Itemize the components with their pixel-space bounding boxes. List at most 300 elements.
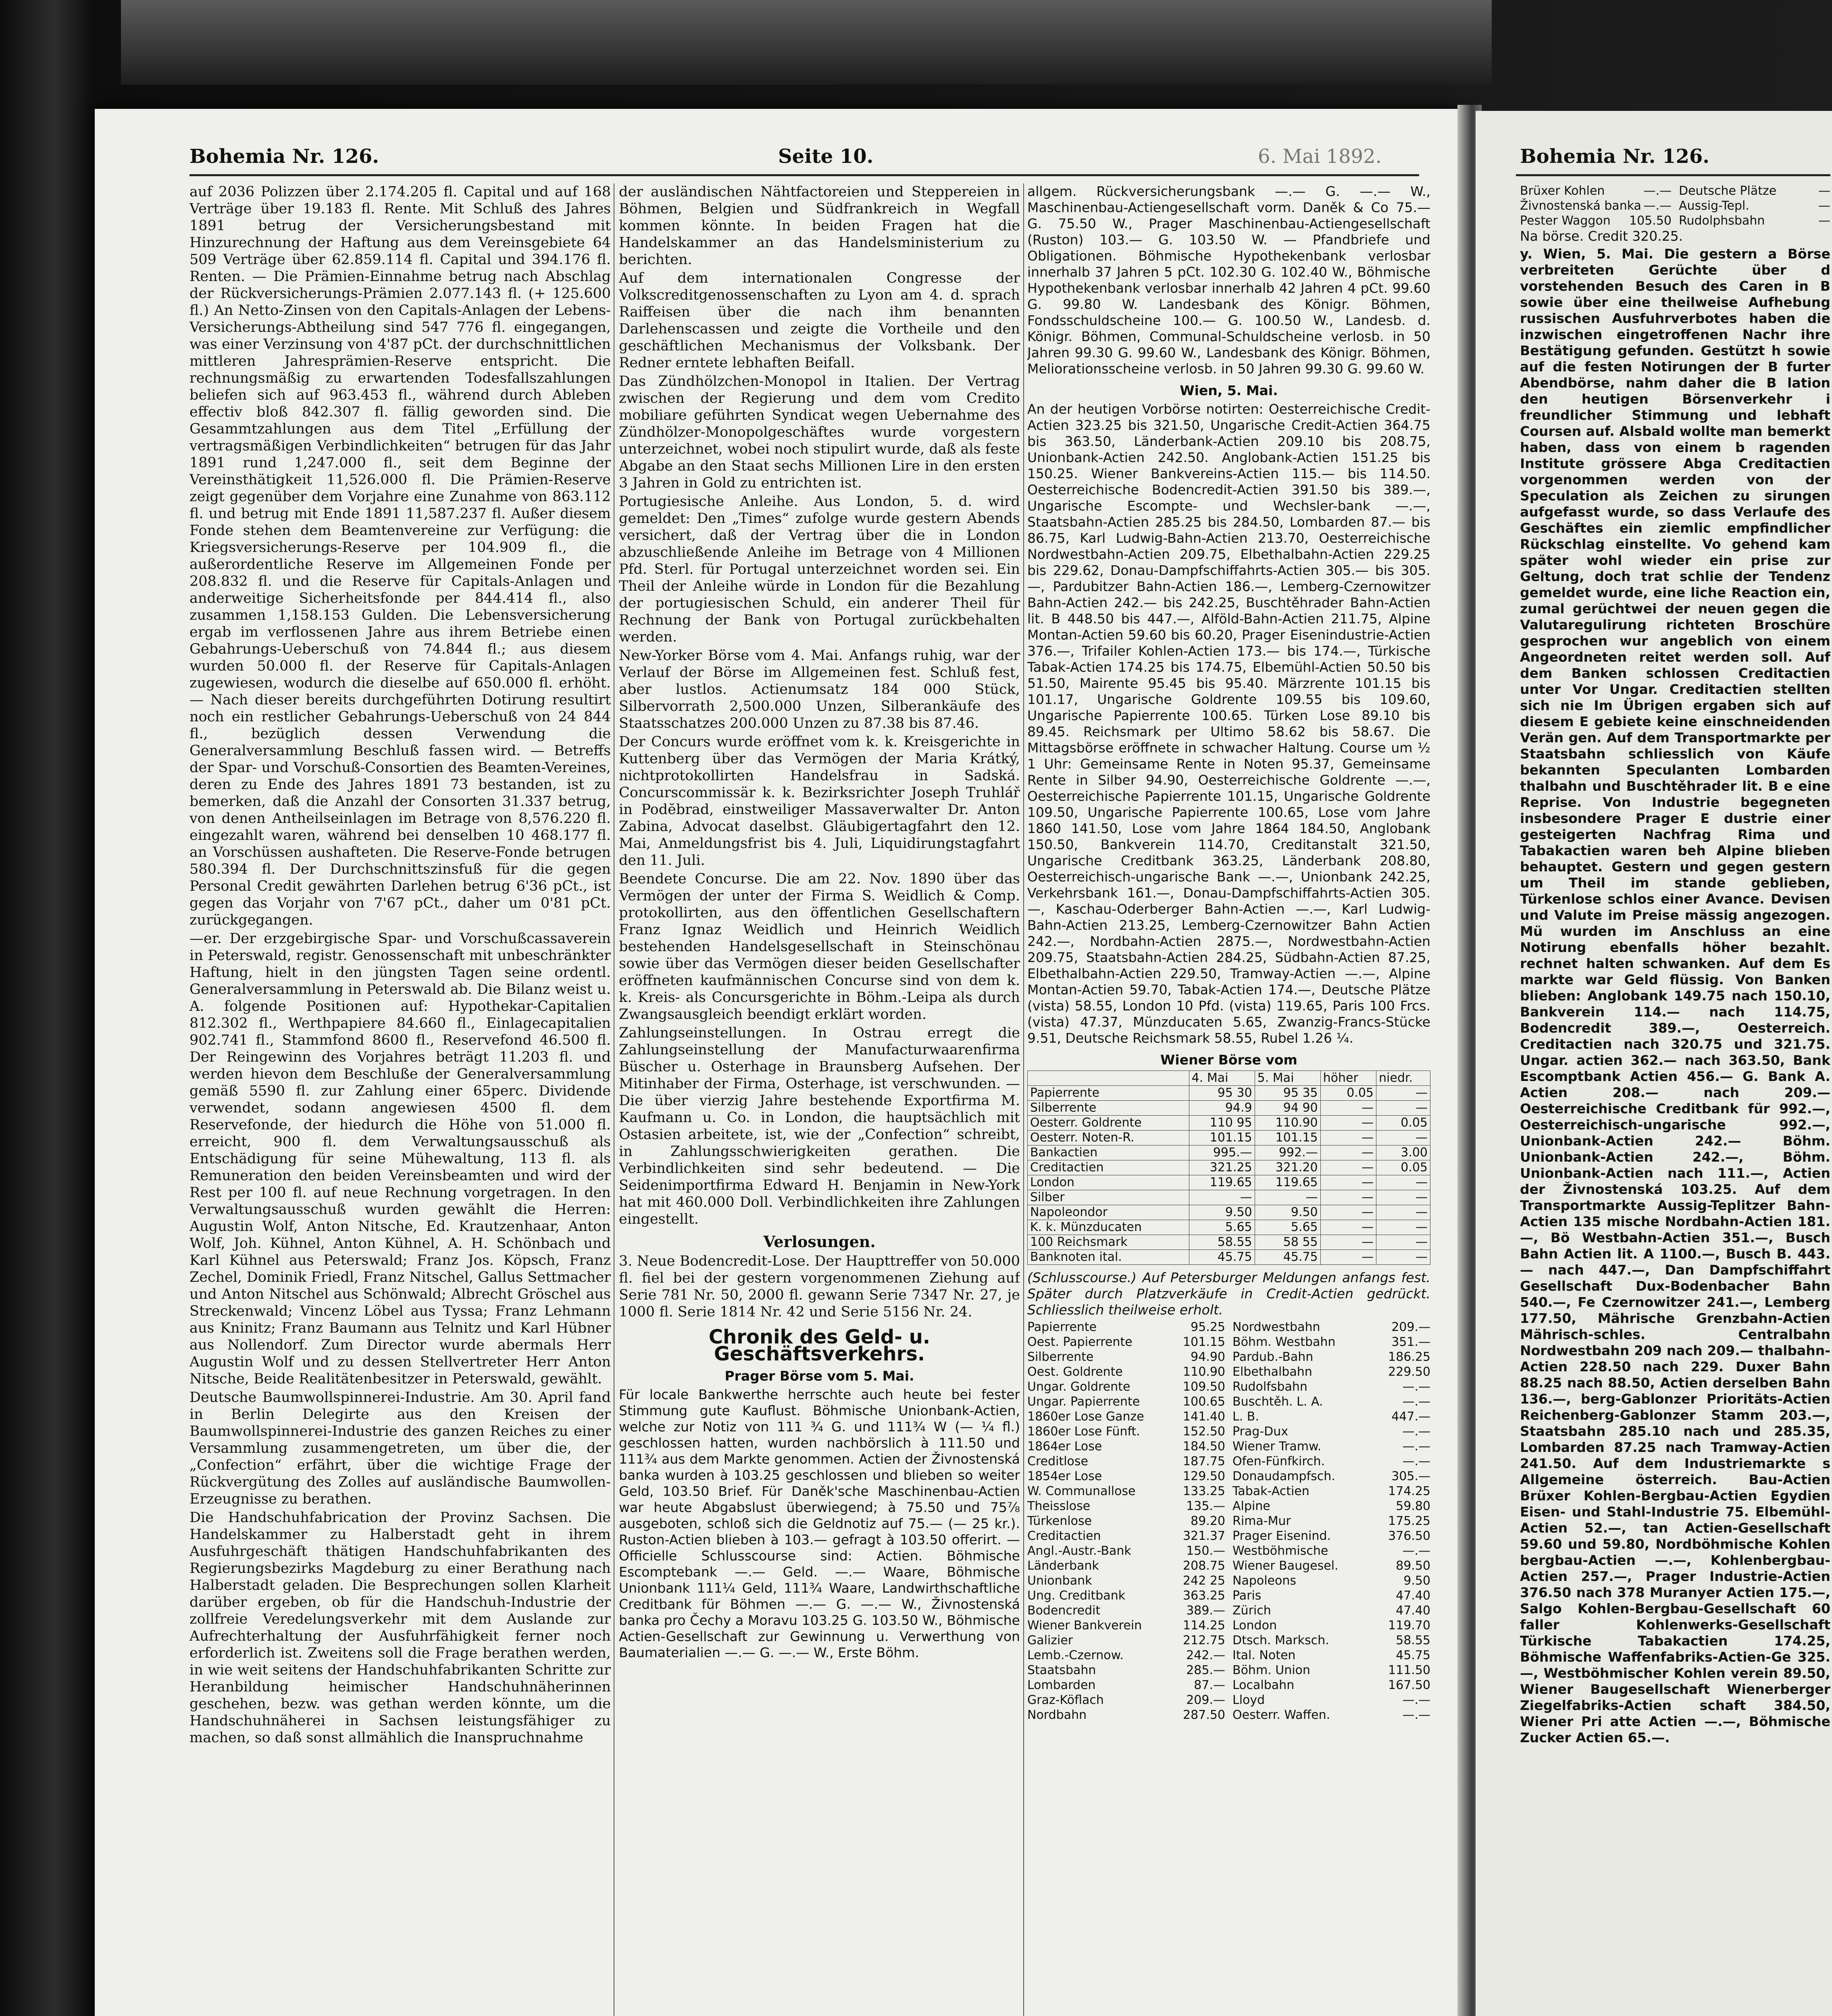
security-price: 119.70 xyxy=(1388,1618,1430,1633)
table-cell: 119.65 xyxy=(1189,1175,1255,1190)
security-price: 58.55 xyxy=(1396,1633,1430,1647)
column-divider xyxy=(1023,183,1024,2016)
price-entry xyxy=(1027,1320,1225,1335)
price-row xyxy=(1027,1633,1430,1648)
price-entry xyxy=(1520,213,1672,228)
price-row xyxy=(1520,183,1830,198)
article-paragraph: Beendete Concurse. Die am 22. Nov. 1890 über das Vermögen der unter der Firma S. Weidlich & Comp. protokollirten, aus den öffentlichen Gesellschaftern Franz Ignaz Weidlich und Heinrich Weidlich bestehenden Handelsgesellschaft in Steinschönau sowie über das Vermögen dieser beiden Gesellschafter eröffneten kaufmännischen Concurse sind von dem k. k. Kreis- als Concursgerichte in Böhm.-Leipa als durch Zwangsausgleich beendigt erklärt worden. xyxy=(619,871,1020,1023)
price-row xyxy=(1027,1364,1430,1379)
article-paragraph: auf 2036 Polizzen über 2.174.205 fl. Capital und auf 168 Verträge über 19.183 fl. Rente. Mit Schluß des Jahres 1891 betrug der Versicherungsbestand mit Hinzurechnung der Haftung aus dem Vereinsgebiete 64 509 Verträge über 62.859.114 fl. Capital und 394.176 fl. Renten. — Die Prämien-Einnahme betrug nach Abschlag der Rückversicherungs-Prämien 2.077.143 fl. (+ 125.600 fl.) An Netto-Zinsen von den Capitals-Anlagen der Lebens-Versicherungs-Abtheilung sind 547 776 fl. eingegangen, was einer Verzinsung von 4'87 pCt. der durchschnittlichen mittleren Jahresprämien-Reserve entspricht. Die rechnungsmäßig zu erwartenden Todesfallszahlungen beliefen sich auf 963.453 fl., während durch Ableben effectiv bloß 842.307 fl. fällig geworden sind. Die Gesammtzahlungen aus dem Titel „Erfüllung der vertragsmäßigen Verbindlichkeiten“ betrugen für das Jahr 1891 rund 1,247.000 fl., seit dem Beginne der Vereinsthätigkeit 11,526.000 fl. Die Prämien-Reserve zeigt gegenüber dem Vorjahre eine Zunahme von 863.112 fl. und betrug mit Ende 1891 11,587.237 fl. Außer diesem Fonde stehen dem Beamtenvereine zur Verfügung: die Kriegsversicherungs-Reserve per 104.909 fl., die außerordentliche Reserve im Allgemeinen Fonde per 208.832 fl. und die Reserve für Capitals-Anlagen und anderweitige Sicherheitsfonde per 844.414 fl., also zusammen 1,158.153 Gulden. Die Lebensversicherung ergab im verflossenen Jahre aus ihrem Betriebe einen Gebahrungs-Ueberschuß von 74.844 fl.; aus diesem wurden 50.000 fl. der Reserve für Capitals-Anlagen zugewiesen, wodurch die dieselbe auf 650.000 fl. erhöht. — Nach dieser bereits durchgeführten Dotirung resultirt noch ein restlicher Gebahrungs-Ueberschuß von 24 844 fl., bezüglich dessen Verwendung die Generalversammlung Beschluß fassen wird. — Betreffs der Spar- und Vorschuß-Consortien des Beamten-Vereines, deren zu Ende des Jahres 1891 73 bestanden, ist zu bemerken, daß die Anzahl der Consorten 31.337 betrug, von denen Antheilseinlagen im Betrage von 8,576.220 fl. eingezahlt waren, während bei denselben 10 468.177 fl. an Vorschüssen aushafteten. Die Reserve-Fonde betrugen 580.394 fl. Der Durchschnittszinsfuß für die gegen Personal Credit gewährten Darlehen betrug 6'36 pCt., ist gegen das Vorjahr von 7'67 pCt., daher um 0'81 pCt. zurückgegangen. xyxy=(189,184,611,928)
security-price: 94.90 xyxy=(1191,1350,1225,1364)
price-entry xyxy=(1679,213,1830,228)
table-cell: 995.— xyxy=(1189,1145,1255,1160)
price-entry xyxy=(1232,1335,1430,1350)
table-cell: K. k. Münzducaten xyxy=(1028,1220,1189,1235)
price-entry xyxy=(1232,1394,1430,1409)
market-report: Für locale Bankwerthe herrschte auch heute bei fester Stimmung gute Kauflust. Böhmische Unionbank-Actien, welche zur Notiz von 111 ¾ G. und 111¾ W (— ¼ fl.) geschlossen hatten, wurden nachbörslich à 111.50 und 111¾ aus dem Markte genommen. Actien der Živnostenská banka wurden à 103.25 geschlossen und blieben so weiter Geld, 103.50 Brief. Für Daněk'sche Maschinenbau-Actien war heute Abgabslust überwiegend; à 75.50 und 75⅞ ausgeboten, schloß sich die Geldnotiz auf 75.— (— 25 kr.). Ruston-Actien blieben à 103.— gefragt à 103.50 offerirt. — Officielle Schlusscourse sind: Actien. Böhmische Escomptebank —.— Geld. —.— Waare, Böhmische Unionbank 111¼ Geld, 111¾ Waare, Landwirthschaftliche Creditbank für Böhmen —.— G. —.— W., Živnostenská banka pro Čechy a Moravu 103.25 G. 103.50 W., Böhmische Actien-Gesellschaft zur Gewinnung u. Verwerthung von Baumaterialien —.— G. —.— W., Erste Böhm. xyxy=(619,1387,1020,1660)
table-row xyxy=(1028,1086,1430,1101)
article-paragraph: —er. Der erzgebirgische Spar- und Vorschußcassaverein in Peterswald, registr. Genossenschaft mit unbeschränkter Haftung, hielt in den jüngsten Tagen seine ordentl. Generalversammlung in Peterswald ab. Die Bilanz weist u. A. folgende Positionen auf: Hypothekar-Capitalien 812.302 fl., Werthpapiere 84.660 fl., Einlagecapitalien 902.741 fl., Stammfond 8600 fl., Reservefond 46.500 fl. Der Reingewinn des Vorjahres beträgt 11.203 fl. und werden hievon dem Beschluße der Generalversammlung gemäß 5590 fl. zur Zahlung einer 65perc. Dividende verwendet, sodann angewiesen 4500 fl. dem Reservefonde, der hiedurch die Höhe von 51.000 fl. erreicht, 900 fl. dem Verwaltungsausschuß als Entschädigung für seine Mühewaltung, 113 fl. als Remuneration den beiden Vereinsbeamten und wird der Rest per 100 fl. auf neue Rechnung vorgetragen. In den Verwaltungsausschuß wurden gewählt die Herren: Augustin Wolf, Anton Nitsche, Ed. Krautzenhaar, Anton Wolf, Joh. Kühnel, Anton Kühnel, A. H. Schönbach und Karl Kühnel aus Peterswald; Franz Jos. Köpsch, Franz Zechel, Dominik Friedl, Franz Nitschel, Gallus Settmacher und Anton Nitschel aus Schönwald; Albrecht Gröschel aus Streckenwald; Vincenz Löbel aus Tyssa; Franz Lehmann aus Kninitz; Franz Baumann aus Telnitz und Karl Hübner aus Nollendorf. Zum Director wurde abermals Herr Augustin Wolf und zu dessen Stellvertreter Herr Anton Nitsche, Beide Realitätenbesitzer in Peterswald, gewählt. xyxy=(189,931,611,1387)
table-cell: 321.20 xyxy=(1255,1160,1320,1175)
security-price: 447.— xyxy=(1391,1410,1430,1424)
table-row xyxy=(1028,1235,1430,1250)
table-row xyxy=(1028,1101,1430,1116)
price-entry xyxy=(1232,1678,1430,1693)
price-entry xyxy=(1027,1693,1225,1708)
security-price: 287.50 xyxy=(1183,1708,1225,1722)
closing-prices-list xyxy=(1520,183,1830,228)
security-name: Böhm. Union xyxy=(1232,1663,1310,1677)
table-header-cell: 4. Mai xyxy=(1189,1071,1255,1086)
security-name: Ital. Noten xyxy=(1232,1648,1296,1662)
table-cell: 321.25 xyxy=(1189,1160,1255,1175)
price-row xyxy=(1027,1379,1430,1394)
price-entry xyxy=(1027,1424,1225,1439)
price-entry xyxy=(1232,1439,1430,1454)
price-entry xyxy=(1232,1618,1430,1633)
price-entry xyxy=(1232,1603,1430,1618)
price-entry xyxy=(1232,1648,1430,1663)
security-price: —.— xyxy=(1402,1693,1430,1707)
security-price: —.— xyxy=(1402,1425,1430,1439)
security-price: 47.40 xyxy=(1396,1589,1430,1603)
security-price: 376.50 xyxy=(1388,1529,1430,1543)
column-3 xyxy=(1027,183,1430,2016)
table-cell: 5.65 xyxy=(1255,1220,1320,1235)
market-report: allgem. Rückversicherungsbank —.— G. —.— W., Maschinenbau-Actiengesellschaft vorm. Daněk & Co 75.— G. 75.50 W., Prager Maschinenbau-Actiengesellschaft (Ruston) 103.— G. 103.50 W. — Pfandbriefe und Obligationen. Böhmische Hypothekenbank verlosbar innerhalb 37 Jahren 5 pCt. 102.30 G. 102.40 W., Böhmische Hypothekenbank verlosbar innerhalb 42 Jahren 4 pCt. 99.60 G. 99.80 W. Landesbank des Königr. Böhmen, Fondsschuldscheine 100.— G. 100.50 W., Landesb. d. Königr. Böhmen, Communal-Schuldscheine verlosb. in 50 Jahren 99.30 G. 99.60 W., Landesbank des Königr. Böhmen, Meliorationsscheine verlosb. in 50 Jahren 99.30 G. 99.60 W. xyxy=(1027,183,1430,377)
table-cell: 0.05 xyxy=(1376,1116,1430,1131)
table-cell: — xyxy=(1376,1086,1430,1101)
issue-date: 6. Mai 1892. xyxy=(1258,145,1382,168)
column-1 xyxy=(189,183,611,2016)
closing-note: (Schlusscourse.) Auf Petersburger Meldungen anfangs fest. Später durch Platzverkäufe in Credit-Actien gedrückt. Schliesslich theilweise erholt. xyxy=(1027,1270,1430,1318)
price-entry xyxy=(1027,1588,1225,1603)
price-row xyxy=(1027,1439,1430,1454)
table-title: Wiener Börse vom xyxy=(1160,1052,1297,1068)
table-cell: — xyxy=(1320,1116,1376,1131)
table-cell: — xyxy=(1376,1235,1430,1250)
table-cell: — xyxy=(1376,1131,1430,1145)
security-price: 175.25 xyxy=(1388,1514,1430,1528)
price-entry xyxy=(1232,1350,1430,1364)
security-name: Dtsch. Marksch. xyxy=(1232,1633,1329,1647)
price-entry xyxy=(1232,1514,1430,1529)
table-header-cell xyxy=(1028,1071,1189,1086)
price-row xyxy=(1027,1648,1430,1663)
table-body xyxy=(1028,1086,1430,1265)
price-entry xyxy=(1027,1394,1225,1409)
security-name: Ungar. Papierrente xyxy=(1027,1395,1140,1409)
security-name: 1860er Lose Fünft. xyxy=(1027,1425,1140,1439)
security-price: —.— xyxy=(1402,1380,1430,1394)
price-entry xyxy=(1232,1693,1430,1708)
security-price: 141.40 xyxy=(1183,1410,1225,1424)
table-cell: — xyxy=(1320,1175,1376,1190)
security-price: 114.25 xyxy=(1183,1618,1225,1633)
table-cell: 9.50 xyxy=(1189,1205,1255,1220)
security-price: 186.25 xyxy=(1388,1350,1430,1364)
security-name: Zürich xyxy=(1232,1604,1271,1618)
price-entry xyxy=(1027,1469,1225,1484)
security-name: Westböhmische xyxy=(1232,1544,1328,1558)
table-row xyxy=(1028,1190,1430,1205)
price-entry xyxy=(1232,1543,1430,1558)
price-entry xyxy=(1232,1529,1430,1543)
price-entry xyxy=(1679,183,1830,198)
security-price: 209.— xyxy=(1186,1693,1225,1707)
table-cell: 58.55 xyxy=(1189,1235,1255,1250)
security-price: 101.15 xyxy=(1183,1335,1225,1349)
article-paragraph: Die Handschuhfabrication der Provinz Sachsen. Die Handelskammer zu Halberstadt geht in ihrem Ausfuhrgeschäft thätigen Handschuhfabrikanten des Regierungsbezirks Magdeburg zu einer Berathung nach Halberstadt geladen. Die Besprechungen sollen Klarheit darüber ergeben, ob für die Handschuh-Industrie der zollfreie Veredelungsverkehr mit dem Auslande zur Aufrechterhaltung der Ausfuhrfähigkeit ferner noch erforderlich ist. Zweitens soll die Frage berathen werden, in wie weit seitens der Handschuhfabrikanten Schritte zur Heranbildung heimischer Handschuhnäherinnen geschehen, bezw. was gethan werden könnte, um die Handschuhnäherei in Sachsen leistungsfähiger zu machen, so daß sonst allmählich die Inanspruchnahme xyxy=(189,1510,611,1746)
security-name: Prag-Dux xyxy=(1232,1425,1289,1439)
scanner-shadow xyxy=(121,0,1492,85)
security-price: — xyxy=(1818,214,1830,228)
table-row xyxy=(1028,1175,1430,1190)
table-cell: 45.75 xyxy=(1189,1250,1255,1265)
price-entry xyxy=(1232,1588,1430,1603)
security-name: Aussig-Tepl. xyxy=(1679,199,1749,213)
price-entry xyxy=(1232,1409,1430,1424)
security-name: Tabak-Actien xyxy=(1232,1484,1309,1498)
security-name: Wiener Bankverein xyxy=(1027,1618,1142,1633)
security-name: Silberrente xyxy=(1027,1350,1094,1364)
table-cell: 100 Reichsmark xyxy=(1028,1235,1189,1250)
article-paragraph: Der Concurs wurde eröffnet vom k. k. Kreisgerichte in Kuttenberg über das Vermögen der Maria Krátký, nichtprotokollirten Handelsfrau in Sadská. Concurscommissär k. k. Bezirksrichter Joseph Truhlář in Podĕbrad, einstweiliger Massaverwalter Dr. Anton Zabina, Advocat daselbst. Gläubigertagfahrt den 12. Mai, Anmeldungsfrist bis 4. Juli, Liquidirungstagfahrt den 11. Juli. xyxy=(619,734,1020,868)
price-entry xyxy=(1232,1320,1430,1335)
price-row xyxy=(1027,1335,1430,1350)
price-entry xyxy=(1027,1514,1225,1529)
next-page-header-rule xyxy=(1516,174,1830,176)
security-price: — xyxy=(1818,199,1830,213)
security-name: Elbethalbahn xyxy=(1232,1365,1312,1379)
table-cell: Creditactien xyxy=(1028,1160,1189,1175)
security-name: W. Communallose xyxy=(1027,1484,1136,1498)
table-cell: 110 95 xyxy=(1189,1116,1255,1131)
security-name: Ung. Creditbank xyxy=(1027,1589,1126,1603)
security-name: Galizier xyxy=(1027,1633,1073,1647)
table-cell: — xyxy=(1376,1175,1430,1190)
table-cell: 45.75 xyxy=(1255,1250,1320,1265)
header-rule xyxy=(189,174,1419,176)
table-cell: 119.65 xyxy=(1255,1175,1320,1190)
security-name: Lemb.-Czernow. xyxy=(1027,1648,1124,1662)
table-row xyxy=(1028,1250,1430,1265)
table-cell: Bankactien xyxy=(1028,1145,1189,1160)
price-entry xyxy=(1232,1424,1430,1439)
security-name: Pardub.-Bahn xyxy=(1232,1350,1314,1364)
security-name: Angl.-Austr.-Bank xyxy=(1027,1544,1131,1558)
price-entry xyxy=(1520,183,1672,198)
security-price: —.— xyxy=(1402,1395,1430,1409)
security-price: 212.75 xyxy=(1183,1633,1225,1647)
security-price: 105.50 xyxy=(1629,214,1672,228)
security-name: Živnostenská banka xyxy=(1520,199,1641,213)
security-price: 135.— xyxy=(1186,1499,1225,1513)
table-row xyxy=(1028,1116,1430,1131)
security-name: Rima-Mur xyxy=(1232,1514,1291,1528)
security-name: Staatsbahn xyxy=(1027,1663,1096,1677)
table-cell: 95 30 xyxy=(1189,1086,1255,1101)
price-entry xyxy=(1232,1364,1430,1379)
security-price: 242.— xyxy=(1186,1648,1225,1662)
table-row xyxy=(1028,1205,1430,1220)
price-row xyxy=(1027,1424,1430,1439)
table-cell: Napoleondor xyxy=(1028,1205,1189,1220)
subheading-wien: Wien, 5. Mai. xyxy=(1180,383,1278,398)
price-row xyxy=(1027,1678,1430,1693)
security-name: Napoleons xyxy=(1232,1574,1297,1588)
security-price: 109.50 xyxy=(1183,1380,1225,1394)
table-header-row xyxy=(1028,1071,1430,1086)
price-row xyxy=(1027,1558,1430,1573)
security-name: Theisslose xyxy=(1027,1499,1091,1513)
article-paragraph: New-Yorker Börse vom 4. Mai. Anfangs ruhig, war der Verlauf der Börse im Allgemeinen fest. Schluß fest, aber lustlos. Actienumsatz 184 000 Stück, Silbervorrath 2,500.000 Unzen, Silberankäufe des Staatsschatzes 200.000 Unzen zu 87.38 bis 87.46. xyxy=(619,648,1020,731)
price-row xyxy=(1027,1320,1430,1335)
security-name: Creditlose xyxy=(1027,1454,1088,1468)
price-entry xyxy=(1027,1678,1225,1693)
security-price: 89.20 xyxy=(1191,1514,1225,1528)
security-name: Böhm. Westbahn xyxy=(1232,1335,1336,1349)
table-cell: 992.— xyxy=(1255,1145,1320,1160)
price-entry xyxy=(1027,1558,1225,1573)
security-price: 152.50 xyxy=(1183,1425,1225,1439)
price-entry xyxy=(1232,1558,1430,1573)
table-cell: — xyxy=(1376,1205,1430,1220)
price-row xyxy=(1027,1409,1430,1424)
price-entry xyxy=(1027,1439,1225,1454)
price-entry xyxy=(1027,1708,1225,1722)
table-cell: 9.50 xyxy=(1255,1205,1320,1220)
price-entry xyxy=(1027,1350,1225,1364)
table-cell: — xyxy=(1189,1190,1255,1205)
next-page-running-head: Bohemia Nr. 126. xyxy=(1520,145,1709,168)
table-row xyxy=(1028,1131,1430,1145)
price-entry xyxy=(1027,1573,1225,1588)
table-cell: Oesterr. Goldrente xyxy=(1028,1116,1189,1131)
security-price: —.— xyxy=(1402,1454,1430,1468)
price-entry xyxy=(1232,1379,1430,1394)
security-name: London xyxy=(1232,1618,1277,1633)
price-entry xyxy=(1027,1633,1225,1648)
table-cell: 5.65 xyxy=(1189,1220,1255,1235)
security-price: 59.80 xyxy=(1396,1499,1430,1513)
security-name: 1860er Lose Ganze xyxy=(1027,1410,1144,1424)
table-header-cell: 5. Mai xyxy=(1255,1071,1320,1086)
article-paragraph: der ausländischen Nähtfactoreien und Steppereien in Böhmen, Belgien und Südfrankreich in Wegfall kommen könnte. In beiden Fragen hat die Handelskammer an das Handelsministerium zu berichten. xyxy=(619,184,1020,268)
price-entry xyxy=(1232,1469,1430,1484)
security-price: 184.50 xyxy=(1183,1439,1225,1454)
security-name: Wiener Baugesel. xyxy=(1232,1559,1339,1573)
security-name: 1854er Lose xyxy=(1027,1469,1102,1483)
security-name: Nordwestbahn xyxy=(1232,1320,1320,1334)
security-price: 111.50 xyxy=(1388,1663,1430,1677)
price-entry xyxy=(1232,1708,1430,1722)
price-row xyxy=(1027,1708,1430,1722)
security-name: Länderbank xyxy=(1027,1559,1099,1573)
market-report: An der heutigen Vorbörse notirten: Oesterreichische Credit-Actien 323.25 bis 321.50, Ungarische Credit-Actien 364.75 bis 363.50, Länderbank-Actien 209.10 bis 208.75, Unionbank-Actien 242.50. Anglobank-Actien 151.25 bis 150.25. Wiener Bankvereins-Actien 115.— bis 114.50. Oesterreichische Bodencredit-Actien 391.50 bis 389.—, Ungarische Escompte- und Wechsler-bank —.—, Staatsbahn-Actien 285.25 bis 284.50, Lombarden 87.— bis 86.75, Karl Ludwig-Bahn-Actien 213.70, Oesterreichische Nordwestbahn-Actien 209.75, Elbethalbahn-Actien 229.25 bis 229.62, Donau-Dampfschiffahrts-Actien 305.— bis 305.—, Pardubitzer Bahn-Actien 186.—, Lemberg-Czernowitzer Bahn-Actien 242.— bis 242.25, Buschtěhrader Bahn-Actien lit. B 448.50 bis 447.—, Alföld-Bahn-Actien 211.75, Alpine Montan-Actien 59.60 bis 60.20, Prager Eisenindustrie-Actien 376.—, Trifailer Kohlen-Actien 173.— bis 174.—, Türkische Tabak-Actien 174.25 bis 174.75, Elbemühl-Actien 50.50 bis 51.50, Mairente 95.45 bis 95.40. Märzrente 101.15 bis 101.17, Ungarische Goldrente 109.55 bis 109.60, Ungarische Papierrente 100.65. Türken Lose 89.10 bis 89.45. Reichsmark per Ultimo 58.62 bis 58.67. Die Mittagsbörse eröffnete in schwacher Haltung. Course um ½ 1 Uhr: Gemeinsame Rente in Noten 95.37, Gemeinsame Rente in Silber 94.90, Oesterreichische Goldrente —.—, Oesterreichische Papierrente 101.15, Ungarische Goldrente 109.50, Ungarische Papierrente 100.65, Lose vom Jahre 1860 141.50, Lose vom Jahre 1864 184.50, Anglobank 150.50, Bankverein 114.70, Creditanstalt 321.50, Ungarische Creditbank 363.25, Länderbank 208.80, Oesterreichisch-ungarische Bank —.—, Unionbank 242.25, Verkehrsbank 161.—, Donau-Dampfschiffahrts-Actien 305.—, Kaschau-Oderberger Bahn-Actien —.—, Karl Ludwig-Bahn-Actien 213.25, Lemberg-Czernowitzer Bahn Actien 242.—, Nordbahn-Actien 2875.—, Nordwestbahn-Actien 209.75, Staatsbahn-Actien 284.25, Südbahn-Actien 87.25, Elbethalbahn-Actien 229.50, Tramway-Actien —.—, Alpine Montan-Actien 59.70, Tabak-Actien 174.—, Deutsche Plätze (vista) 58.55, London 10 Pfd. (vista) 119.65, Paris 100 Frcs. (vista) 47.37, Münzducaten 5.65, Zwanzig-Francs-Stücke 9.51, Deutsche Reichsmark 58.55, Rubel 1.26 ¼. xyxy=(1027,401,1430,1046)
security-price: 229.50 xyxy=(1388,1365,1430,1379)
table-cell: — xyxy=(1320,1131,1376,1145)
price-row xyxy=(1027,1588,1430,1603)
price-row xyxy=(1027,1573,1430,1588)
table-cell: — xyxy=(1376,1190,1430,1205)
security-price: 321.37 xyxy=(1183,1529,1225,1543)
table-cell: — xyxy=(1376,1101,1430,1116)
security-price: 305.— xyxy=(1391,1469,1430,1483)
table-cell: — xyxy=(1255,1190,1320,1205)
security-price: 110.90 xyxy=(1183,1365,1225,1379)
table-cell: — xyxy=(1320,1190,1376,1205)
price-entry xyxy=(1232,1663,1430,1678)
table-cell: Silber xyxy=(1028,1190,1189,1205)
price-entry xyxy=(1027,1663,1225,1678)
table-header-cell: höher xyxy=(1320,1071,1376,1086)
price-entry xyxy=(1027,1543,1225,1558)
section-heading-verlosungen: Verlosungen. xyxy=(763,1233,876,1251)
after-hours-note: Na börse. Credit 320.25. xyxy=(1520,228,1683,244)
price-row xyxy=(1520,213,1830,228)
price-row xyxy=(1027,1693,1430,1708)
table-cell: 0.05 xyxy=(1376,1160,1430,1175)
price-entry xyxy=(1027,1618,1225,1633)
security-name: Prager Eisenind. xyxy=(1232,1529,1331,1543)
table-cell: 3.00 xyxy=(1376,1145,1430,1160)
security-name: Ungar. Goldrente xyxy=(1027,1380,1130,1394)
security-name: 1864er Lose xyxy=(1027,1439,1102,1454)
security-name: Localbahn xyxy=(1232,1678,1295,1692)
price-entry xyxy=(1232,1484,1430,1499)
price-entry xyxy=(1027,1484,1225,1499)
price-entry xyxy=(1232,1499,1430,1514)
price-entry xyxy=(1027,1364,1225,1379)
article-paragraph: Deutsche Baumwollspinnerei-Industrie. Am 30. April fand in Berlin Delegirte aus den Kreisen der Baumwollspinnerei-Industrie des ganzen Reiches zu einer Versammlung zusammengetreten, um über die, der „Confection“ erfährt, über die wichtige Frage der Rückvergütung des Zolles auf ausländische Baumwollen-Erzeugnisse zu berathen. xyxy=(189,1389,611,1507)
price-entry xyxy=(1232,1633,1430,1648)
security-name: Pester Waggon xyxy=(1520,214,1611,228)
security-name: Türkenlose xyxy=(1027,1514,1092,1528)
price-row xyxy=(1027,1543,1430,1558)
table-cell: — xyxy=(1376,1250,1430,1265)
security-price: —.— xyxy=(1643,184,1672,198)
security-name: Oest. Goldrente xyxy=(1027,1365,1123,1379)
page-number: Seite 10. xyxy=(778,145,874,168)
table-cell: 101.15 xyxy=(1189,1131,1255,1145)
running-head-title: Bohemia Nr. 126. xyxy=(189,145,379,168)
security-name: Unionbank xyxy=(1027,1574,1092,1588)
security-price: 133.25 xyxy=(1183,1484,1225,1498)
security-price: —.— xyxy=(1402,1544,1430,1558)
security-name: Lloyd xyxy=(1232,1693,1265,1707)
security-name: Oesterr. Waffen. xyxy=(1232,1708,1330,1722)
table-cell: — xyxy=(1376,1220,1430,1235)
security-name: Graz-Köflach xyxy=(1027,1693,1104,1707)
next-page-column xyxy=(1520,183,1830,2016)
security-name: Donaudampfsch. xyxy=(1232,1469,1335,1483)
table-cell: 101.15 xyxy=(1255,1131,1320,1145)
price-entry xyxy=(1027,1454,1225,1469)
price-entry xyxy=(1027,1499,1225,1514)
article-paragraph: 3. Neue Bodencredit-Lose. Der Haupttreffer von 50.000 fl. fiel bei der gestern vorgenommenen Ziehung auf Serie 781 Nr. 50, 2000 fl. gewann Serie 7347 Nr. 27, je 1000 fl. Serie 1814 Nr. 42 und Serie 5156 Nr. 24. xyxy=(619,1253,1020,1320)
security-price: 285.— xyxy=(1186,1663,1225,1677)
security-price: 242 25 xyxy=(1183,1574,1225,1588)
table-cell: — xyxy=(1320,1220,1376,1235)
security-price: 351.— xyxy=(1391,1335,1430,1349)
price-entry xyxy=(1027,1409,1225,1424)
price-entry xyxy=(1520,198,1672,213)
security-name: Oest. Papierrente xyxy=(1027,1335,1133,1349)
price-row xyxy=(1027,1484,1430,1499)
table-cell: — xyxy=(1320,1205,1376,1220)
table-cell: — xyxy=(1320,1101,1376,1116)
security-price: 87.— xyxy=(1194,1678,1225,1692)
security-price: 9.50 xyxy=(1403,1574,1430,1588)
security-price: 187.75 xyxy=(1183,1454,1225,1468)
price-row xyxy=(1027,1350,1430,1364)
table-cell: — xyxy=(1320,1250,1376,1265)
security-name: Brüxer Kohlen xyxy=(1520,184,1605,198)
table-cell: Banknoten ital. xyxy=(1028,1250,1189,1265)
security-price: 150.— xyxy=(1186,1544,1225,1558)
price-entry xyxy=(1027,1335,1225,1350)
table-cell: 94.9 xyxy=(1189,1101,1255,1116)
price-row xyxy=(1027,1529,1430,1543)
table-cell: — xyxy=(1320,1235,1376,1250)
security-name: Wiener Tramw. xyxy=(1232,1439,1322,1454)
security-price: 363.25 xyxy=(1183,1589,1225,1603)
article-paragraph: Das Zündhölzchen-Monopol in Italien. Der Vertrag zwischen der Regierung und dem vom Credito mobiliare geführten Syndicat wegen Uebernahme des Zündhölzer-Monopolgeschäftes wurde vorgestern unterzeichnet, wobei noch stipulirt wurde, daß als feste Abgabe an den Staat sechs Millionen Lire in den ersten 3 Jahren in Gold zu entrichten ist. xyxy=(619,373,1020,491)
price-entry xyxy=(1027,1379,1225,1394)
table-cell: — xyxy=(1320,1160,1376,1175)
security-price: —.— xyxy=(1402,1439,1430,1454)
table-cell: — xyxy=(1320,1145,1376,1160)
subheading-prager-boerse: Prager Börse vom 5. Mai. xyxy=(724,1368,914,1384)
price-row xyxy=(1027,1618,1430,1633)
price-entry xyxy=(1679,198,1830,213)
table-cell: Papierrente xyxy=(1028,1086,1189,1101)
closing-prices-list xyxy=(1027,1320,1430,1722)
article-paragraph: Zahlungseinstellungen. In Ostrau erregt die Zahlungseinstellung der Manufacturwaarenfirma Büscher u. Osterhage in Braunsberg Aufsehen. Der Mitinhaber der Firma, Osterhage, ist verschwunden. — Die über vierzig Jahre bestehende Exportfirma M. Kaufmann u. Co. in London, die hauptsächlich mit Ostasien arbeitete, ist, wie der „Confection“ schreibt, in Zahlungsschwierigkeiten gerathen. Die Verbindlichkeiten sind sehr bedeutend. — Die Seidenimportfirma Edward H. Benjamin in New-York hat mit 460.000 Doll. Verbindlichkeiten ihre Zahlungen eingestellt. xyxy=(619,1025,1020,1227)
price-entry xyxy=(1027,1603,1225,1618)
security-price: 129.50 xyxy=(1183,1469,1225,1483)
security-name: L. B. xyxy=(1232,1410,1259,1424)
security-name: Creditactien xyxy=(1027,1529,1101,1543)
table-cell: 110.90 xyxy=(1255,1116,1320,1131)
table-row xyxy=(1028,1145,1430,1160)
table-cell: Silberrente xyxy=(1028,1101,1189,1116)
security-name: Bodencredit xyxy=(1027,1604,1101,1618)
security-price: 95.25 xyxy=(1191,1320,1225,1334)
price-row xyxy=(1027,1499,1430,1514)
security-name: Lombarden xyxy=(1027,1678,1096,1692)
article-paragraph: Auf dem internationalen Congresse der Volkscreditgenossenschaften zu Lyon am 4. d. sprach Raiffeisen über die nach ihm benannten Darlehenscassen und zeigte die Vortheile und den geschäftlichen Mechanismus der Volksbank. Der Redner erntete lebhaften Beifall. xyxy=(619,270,1020,371)
security-price: 100.65 xyxy=(1183,1395,1225,1409)
boerse-table xyxy=(1027,1070,1430,1265)
section-heading-chronik: Chronik des Geld- u. Geschäftsverkehrs. xyxy=(708,1326,931,1365)
market-report: y. Wien, 5. Mai. Die gestern a Börse verbreiteten Gerüchte über d vorstehenden Besuch des Caren in B sowie über eine theilweise Aufhebung russischen Ausfuhrverbotes haben die inzwischen eingetroffenen Nachr ihre Bestätigung gefunden. Gestützt h sowie auf die festen Notirungen der B furter Abendbörse, nahm daher die B lation den heutigen Börsenverkehr i freundlicher Stimmung und lebhaft Coursen auf. Alsbald wollte man bemerkt haben, dass von einem b ragenden Institute grössere Abga Creditactien vorgenommen werden von der Speculation als Zeichen zu sirungen aufgefasst wurde, so dass Verlaufe des Geschäftes ein ziemlic empfindlicher Rückschlag einstellte. Vo gehend kam später wohl wieder ein prise zur Geltung, doch trat schlie der Tendenz gemeldet wurde, eine liche Reaction ein, zumal gerüchtwei der neuen gegen die Valutaregulirung richteten Broschüre gesprochen wur angeblich von einem Angeordneten reitet werden soll. Auf dem Banken schlossen Creditactien unter Vor Ungar. Creditactien stellten sich nie Im Übrigen ergaben sich auf diesem E gebiete keine einschneidenden Verän gen. Auf dem Transportmarkte per Staatsbahn schliesslich von Käufe bekannten Speculanten Lombarden thalbahn und Buschtěhrader lit. B e eine Reprise. Von Industrie begegneten insbesondere Prager E dustrie einer gesteigerten Nachfrag Rima und Tabakactien waren beh Alpine blieben behauptet. Gestern und gegen gestern um Theil im stande geblieben, Türkenlose schlos einer Avance. Devisen und Valute im Preise mässig angezogen. Mü wurden im Anschluss an eine Notirung ebenfalls höher bezahlt. rechnet halten schwanken. Auf dem Es markte war Geld flüssig. Von Banken blieben: Anglobank 149.75 nach 150.10, Bankverein 114.— nach 114.75, Bodencredit 389.—, Oesterreich. Creditactien nach 320.75 und 321.75. Ungar. actien 362.— nach 363.50, Bank Escomptbank Actien 456.— G. Bank A. Actien 208.— nach 209.— Oesterreichische Creditbank für 992.—, Oesterreichisch-ungarische 992.—, Unionbank-Actien 242.— Böhm. Unionbank-Actien 242.—, Böhm. Unionbank-Actien nach 111.—, Actien der Živnostenská 103.25. Auf dem Transportmarkte Aussig-Teplitzer Bahn-Actien 135 mische Nordbahn-Actien 181.—, Bö Westbahn-Actien 351.—, Busch Bahn Actien lit. A 1100.—, Busch B. 443.— nach 447.—, Dan Dampfschiffahrt Gesellschaft Dux-Bodenbacher Bahn 540.—, Fe Czernowitzer 241.—, Lemberg 177.50, Mährische Grenzbahn-Actien Mährisch-schles. Centralbahn Nordwestbahn 209 nach 209.— thalbahn-Actien 228.50 nach 229. Duxer Bahn 88.25 nach 88.50, Actien derselben Bahn 136.—, berg-Gablonzer Prioritäts-Actien Reichenberg-Gablonzer Stamm 203.—, Staatsbahn 285.10 nach und 285.35, Lombarden 87.25 nach Tramway-Actien 241.50. Auf dem Industriemarkte s Allgemeine österreich. Bau-Actien Brüxer Kohlen-Bergbau-Actien Egydien Eisen- und Stahl-Industrie 75. Elbemühl-Actien 52.—, tan Actien-Gesellschaft 59.60 und 59.80, Nordböhmische Kohlen bergbau-Actien —.—, Kohlenbergbau-Actien 257.—, Prager Industrie-Actien 376.50 nach 378 Muranyer Actien 175.—, Salgo Kohlen-Bergbau-Gesellschaft 60 faller Kohlenwerks-Gesellschaft Türkische Tabakactien 174.25, Böhmische Waffenfabriks-Actien-Ge 325.—, Westböhmischer Kohlen verein 89.50, Wiener Baugesellschaft Wienerberger Ziegelfabriks-Actien schaft 384.50, Wiener Pri atte Actien —.—, Böhmische Zucker Actien 65.—. xyxy=(1520,246,1830,1745)
article-paragraph: Portugiesische Anleihe. Aus London, 5. d. wird gemeldet: Den „Times“ zufolge wurde gestern Abends versichert, daß der Vertrag über die in London abzuschließende Anleihe im Betrage von 4 Millionen Pfd. Sterl. für Portugal unterzeichnet worden sei. Ein Theil der Anleihe würde in London für die Bezahlung der portugiesischen Schuld, ein anderer Theil für Rechnung der Bank von Portugal zurückbehalten werden. xyxy=(619,494,1020,645)
table-row xyxy=(1028,1220,1430,1235)
security-price: 174.25 xyxy=(1388,1484,1430,1498)
price-row xyxy=(1027,1394,1430,1409)
security-price: 45.75 xyxy=(1396,1648,1430,1662)
security-price: —.— xyxy=(1402,1708,1430,1722)
price-entry xyxy=(1232,1573,1430,1588)
table-row xyxy=(1028,1160,1430,1175)
security-name: Rudolfsbahn xyxy=(1232,1380,1307,1394)
security-price: 167.50 xyxy=(1388,1678,1430,1692)
security-name: Rudolphsbahn xyxy=(1679,214,1765,228)
price-row xyxy=(1027,1663,1430,1678)
security-name: Ofen-Fünfkirch. xyxy=(1232,1454,1325,1468)
security-price: 209.— xyxy=(1391,1320,1430,1334)
